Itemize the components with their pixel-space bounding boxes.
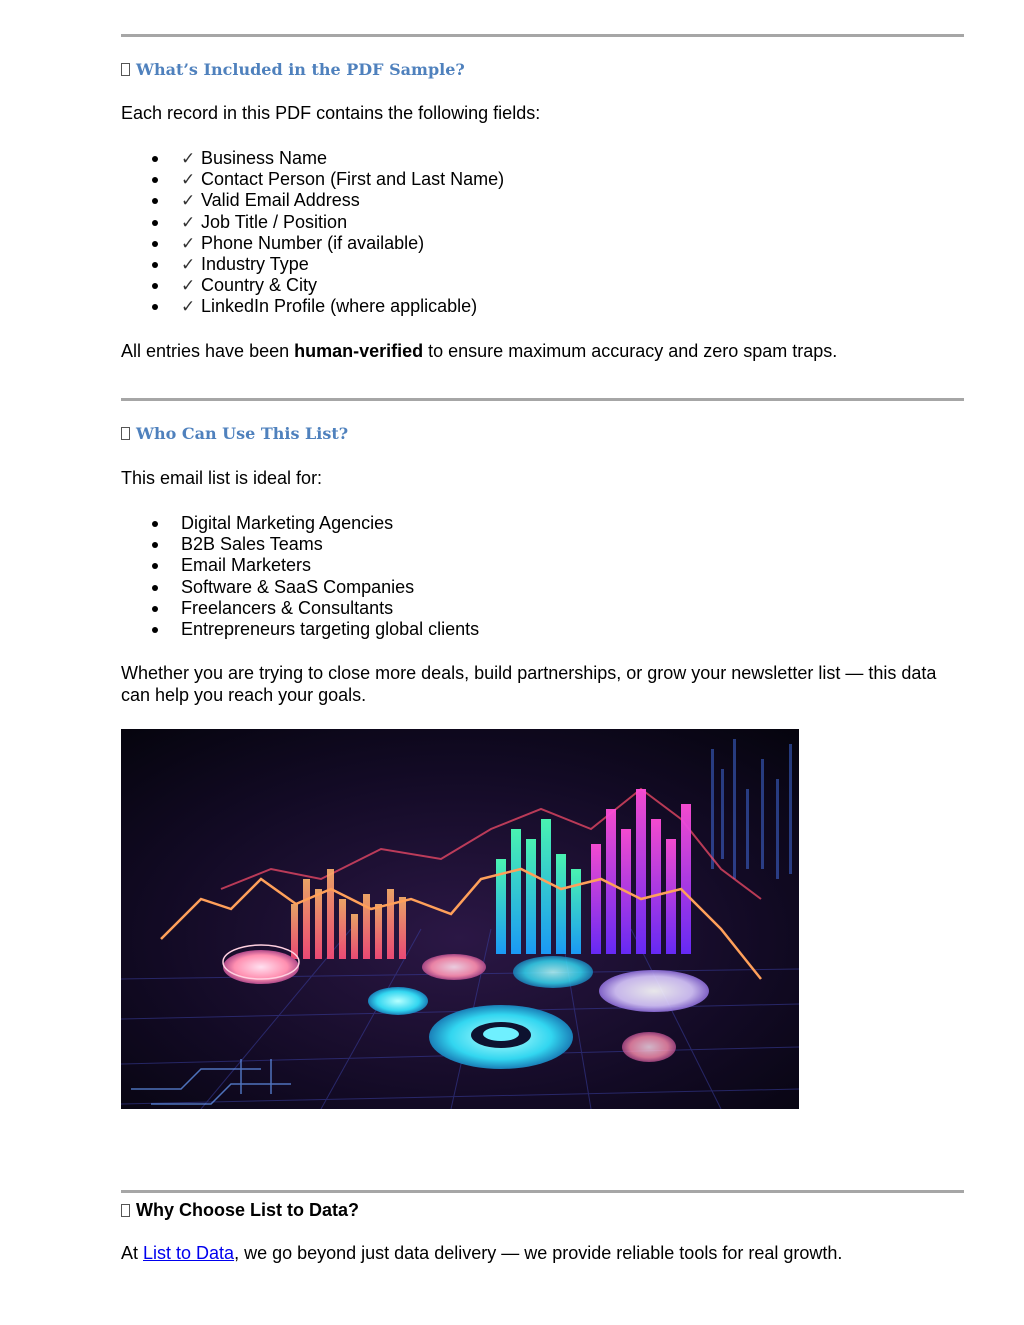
check-icon: ✓ — [181, 297, 196, 317]
missing-glyph-icon — [121, 63, 130, 76]
list-item: Digital Marketing Agencies — [121, 513, 479, 534]
section-heading — [121, 424, 348, 444]
why-choose-text: At List to Data, we go beyond just data delivery — we provide reliable tools for real growth. — [121, 1243, 843, 1263]
heading-text: Who Can Use This List? — [136, 424, 349, 443]
list-item: Email Marketers — [121, 555, 479, 576]
section-divider — [121, 398, 964, 401]
list-item: ✓ Business Name — [121, 148, 504, 169]
list-item: Freelancers & Consultants — [121, 598, 479, 619]
bullet-icon — [152, 563, 158, 569]
list-item: Entrepreneurs targeting global clients — [121, 619, 479, 640]
list-item: ✓ Phone Number (if available) — [121, 233, 504, 254]
list-to-data-link[interactable]: List to Data — [143, 1243, 235, 1263]
bullet-icon — [152, 241, 158, 247]
section-heading — [121, 60, 465, 80]
bullet-icon — [152, 585, 158, 591]
bullet-icon — [152, 521, 158, 527]
section-divider — [121, 34, 964, 37]
check-icon: ✓ — [181, 170, 196, 190]
bullet-icon — [152, 542, 158, 548]
list-item: ✓ Industry Type — [121, 254, 504, 275]
heading-text: What’s Included in the PDF Sample? — [136, 60, 465, 79]
verification-note: All entries have been human-verified to ensure maximum accuracy and zero spam traps. — [121, 341, 838, 361]
missing-glyph-icon — [121, 1204, 130, 1217]
list-item: ✓ LinkedIn Profile (where applicable) — [121, 296, 504, 317]
bullet-icon — [152, 177, 158, 183]
bullet-icon — [152, 262, 158, 268]
intro-text: Each record in this PDF contains the following fields: — [121, 103, 541, 123]
audience-list — [121, 513, 479, 640]
closing-text: Whether you are trying to close more deals, build partnerships, or grow your newsletter list — this data can help you reach your goals. — [121, 663, 937, 705]
data-analytics-illustration — [121, 729, 799, 1109]
check-icon: ✓ — [181, 212, 196, 232]
check-icon: ✓ — [181, 254, 196, 274]
bullet-icon — [152, 627, 158, 633]
intro-text: This email list is ideal for: — [121, 468, 323, 488]
bullet-icon — [152, 220, 158, 226]
heading-text: Why Choose List to Data? — [136, 1200, 360, 1220]
check-icon: ✓ — [181, 233, 196, 253]
list-item: ✓ Valid Email Address — [121, 190, 504, 211]
check-icon: ✓ — [181, 276, 196, 296]
fields-list — [121, 148, 504, 318]
list-item: ✓ Job Title / Position — [121, 212, 504, 233]
list-item: Software & SaaS Companies — [121, 577, 479, 598]
bullet-icon — [152, 304, 158, 310]
bullet-icon — [152, 283, 158, 289]
bullet-icon — [152, 198, 158, 204]
list-item: ✓ Contact Person (First and Last Name) — [121, 169, 504, 190]
list-item: ✓ Country & City — [121, 275, 504, 296]
emphasis-text: human-verified — [294, 341, 424, 361]
check-icon: ✓ — [181, 149, 196, 168]
list-item: B2B Sales Teams — [121, 534, 479, 555]
check-icon: ✓ — [181, 191, 196, 211]
missing-glyph-icon — [121, 427, 130, 440]
illustration-graphic — [121, 729, 799, 1109]
section-heading — [121, 1199, 359, 1221]
section-divider — [121, 1190, 964, 1193]
bullet-icon — [152, 156, 158, 162]
bullet-icon — [152, 606, 158, 612]
